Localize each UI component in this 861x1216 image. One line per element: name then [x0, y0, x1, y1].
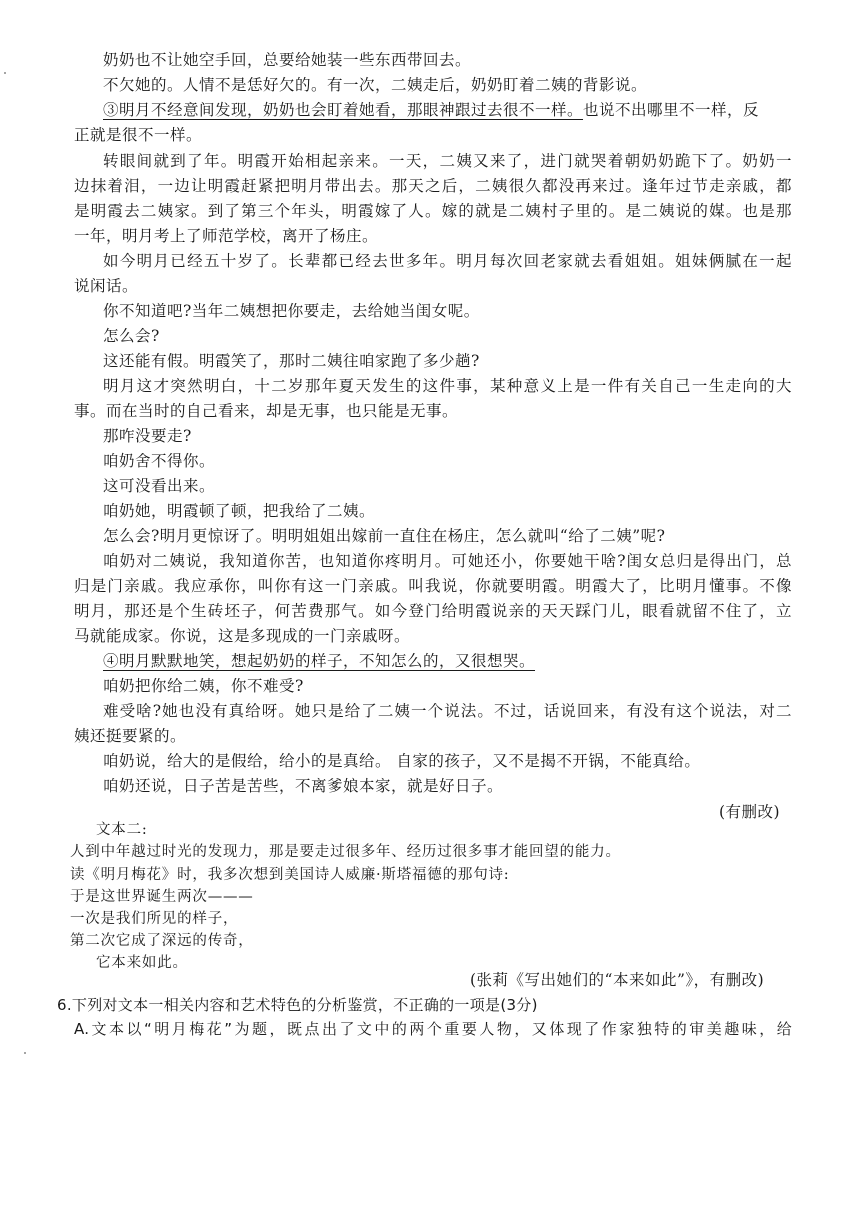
paragraph-line: 转眼间就到了年。明霞开始相起亲来。一天，二姨又来了，进门就哭着朝奶奶跪下了。奶奶一: [103, 152, 792, 170]
paragraph-line: 如今明月已经五十岁了。长辈都已经去世多年。明月每次回老家就去看姐姐。姐妹俩腻在一起: [103, 252, 792, 270]
text-two-line: 人到中年越过时光的发现力，那是要走过很多年、经历过很多事才能回望的能力。: [70, 844, 621, 860]
paragraph-line: 马就能成家。你说，这是多现成的一门亲戚呀。: [74, 627, 411, 645]
poem-line: 一次是我们所见的样子，: [70, 911, 239, 927]
sentence-continuation: 也说不出哪里不一样，反: [583, 101, 760, 119]
paragraph-line: 这还能有假。明霞笑了，那时二姨往咱家跑了多少趟?: [103, 352, 480, 370]
underlined-sentence-4: ④明月默默地笑，想起奶奶的样子，不知怎么的，又很想哭。: [103, 652, 536, 670]
scan-speck: [24, 1052, 26, 1054]
poem-line: 第二次它成了深远的传奇，: [70, 933, 254, 949]
scan-speck: [4, 72, 6, 74]
option-a: A.文本以“明月梅花”为题，既点出了文中的两个重要人物，又体现了作家独特的审美趣味，给: [74, 1020, 792, 1038]
paragraph-line: 咱奶说，给大的是假给，给小的是真给。 自家的孩子，又不是揭不开锅，不能真给。: [103, 752, 701, 770]
paragraph-line: 姨还挺要紧的。: [74, 727, 187, 745]
poem-line: 于是这世界诞生两次———: [70, 889, 254, 905]
paragraph-line: 你不知道吧?当年二姨想把你要走，去给她当闺女呢。: [103, 302, 480, 320]
paragraph-line-marked: [103, 649, 535, 673]
paragraph-line: 是明霞去二姨家。到了第三个年头，明霞嫁了人。嫁的就是二姨村子里的。是二姨说的媒。也是那: [74, 202, 792, 220]
source-note: (张莉《写出她们的“本来如此”》，有删改): [470, 971, 765, 989]
paragraph-line: 正就是很不一样。: [74, 126, 203, 144]
paragraph-line: 明月，那还是个生砖坯子，何苦费那气。如今登门给明霞说亲的天天踩门儿，眼看就留不住了，立: [74, 602, 792, 620]
underlined-sentence-3: ③明月不经意间发现，奶奶也会盯着她看，那眼神跟过去很不一样。: [103, 101, 584, 119]
paragraph-line: 归是门亲戚。我应承你，叫你有这一门亲戚。叫我说，你就要明霞。明霞大了，比明月懂事。不像: [74, 577, 792, 595]
paragraph-line: 一年，明月考上了师范学校，离开了杨庄。: [74, 227, 379, 245]
paragraph-line: 明月这才突然明白，十二岁那年夏天发生的这件事，某种意义上是一件有关自己一生走向的大: [103, 377, 792, 395]
paragraph-line: 难受啥?她也没有真给呀。她只是给了二姨一个说法。不过，话说回来，有没有这个说法，对二: [103, 702, 792, 720]
question-stem: 6.下列对文本一相关内容和艺术特色的分析鉴赏，不正确的一项是(3分): [57, 996, 538, 1014]
paragraph-line: 咱奶还说，日子苦是苦些，不离爹娘本家，就是好日子。: [103, 777, 504, 795]
paragraph-line: 这可没看出来。: [103, 477, 216, 495]
paragraph-line: 咱奶她，明霞顿了顿，把我给了二姨。: [103, 502, 376, 520]
source-note: (有删改): [719, 803, 781, 821]
paragraph-line: 事。而在当时的自己看来，却是无事，也只能是无事。: [74, 402, 459, 420]
paragraph-line: 咱奶对二姨说，我知道你苦，也知道你疼明月。可她还小，你要她干啥?闺女总归是得出门，总: [103, 552, 792, 570]
paragraph-line: 那咋没要走?: [103, 427, 192, 445]
paragraph-line: 不欠她的。人情不是恁好欠的。有一次，二姨走后，奶奶盯着二姨的背影说。: [103, 76, 648, 94]
paragraph-line: 说闲话。: [74, 277, 139, 295]
paragraph-line: 怎么会?明月更惊讶了。明明姐姐出嫁前一直住在杨庄，怎么就叫“给了二姨”呢?: [103, 527, 666, 545]
section-heading: 文本二:: [96, 822, 148, 838]
paragraph-line: 咱奶舍不得你。: [103, 452, 216, 470]
paragraph-line: 怎么会?: [103, 327, 160, 345]
poem-line: 它本来如此。: [96, 955, 188, 971]
paragraph-line-marked: [103, 98, 759, 122]
paragraph-line: 边抹着泪，一边让明霞赶紧把明月带出去。那天之后，二姨很久都没再来过。逢年过节走亲戚，都: [74, 177, 792, 195]
text-two-line: 读《明月梅花》时，我多次想到美国诗人威廉·斯塔福德的那句诗:: [70, 867, 510, 883]
paragraph-line: 奶奶也不让她空手回，总要给她装一些东西带回去。: [103, 51, 472, 69]
paragraph-line: 咱奶把你给二姨，你不难受?: [103, 677, 304, 695]
